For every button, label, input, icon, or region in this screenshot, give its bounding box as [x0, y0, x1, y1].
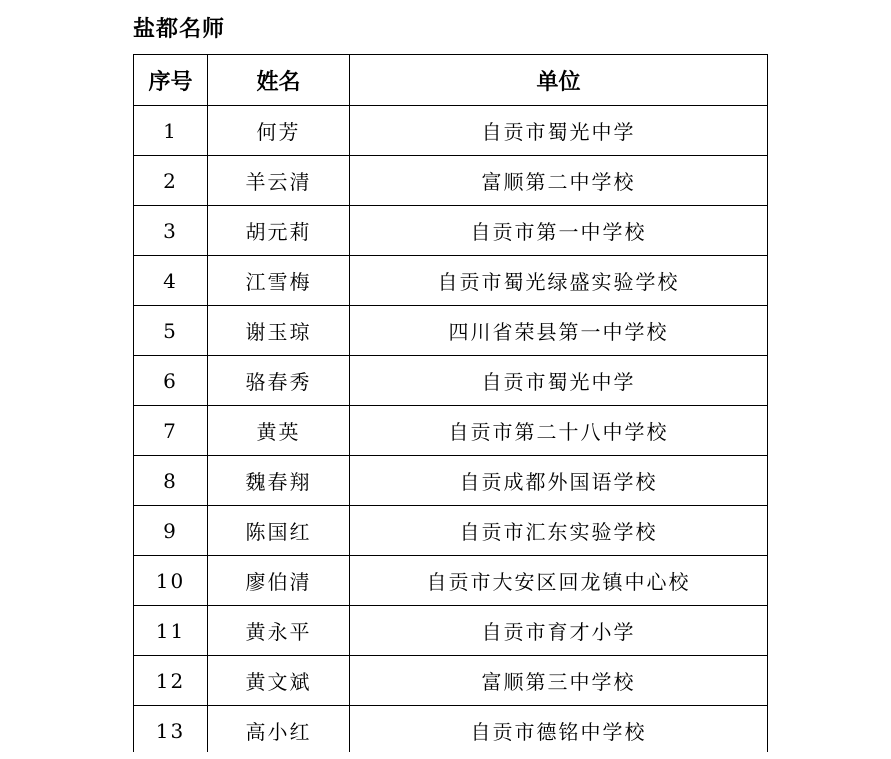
- cell-name: 谢玉琼: [208, 306, 350, 356]
- cell-serial-number: 2: [134, 156, 208, 206]
- table-row: [134, 256, 768, 306]
- cell-serial-number: 13: [134, 706, 208, 756]
- cell-serial-number: 8: [134, 456, 208, 506]
- cell-unit: 四川省荣县第一中学校: [350, 306, 768, 356]
- cell-unit: 自贡市第一中学校: [350, 206, 768, 256]
- cell-unit: 富顺第二中学校: [350, 156, 768, 206]
- table-row: [134, 706, 768, 756]
- cell-serial-number: 10: [134, 556, 208, 606]
- cell-serial-number: 11: [134, 606, 208, 656]
- cell-name: 何芳: [208, 106, 350, 156]
- cell-unit: 自贡市大安区回龙镇中心校: [350, 556, 768, 606]
- cell-serial-number: 3: [134, 206, 208, 256]
- table-row: [134, 456, 768, 506]
- cell-name: 高小红: [208, 706, 350, 756]
- cell-serial-number: 6: [134, 356, 208, 406]
- page-title: 盐都名师: [133, 16, 226, 42]
- cell-name: 黄英: [208, 406, 350, 456]
- cell-unit: 自贡市德铭中学校: [350, 706, 768, 756]
- header-unit: 单位: [350, 55, 768, 106]
- cell-serial-number: 1: [134, 106, 208, 156]
- table-row: [134, 656, 768, 706]
- table-row: [134, 106, 768, 156]
- cell-unit: 自贡市蜀光中学: [350, 356, 768, 406]
- table-row: [134, 306, 768, 356]
- table-row: [134, 356, 768, 406]
- cell-unit: 自贡成都外国语学校: [350, 456, 768, 506]
- cell-name: 陈国红: [208, 506, 350, 556]
- cell-unit: 自贡市育才小学: [350, 606, 768, 656]
- cell-unit: 自贡市蜀光中学: [350, 106, 768, 156]
- cell-name: 黄文斌: [208, 656, 350, 706]
- cell-unit: 自贡市蜀光绿盛实验学校: [350, 256, 768, 306]
- cell-name: 骆春秀: [208, 356, 350, 406]
- header-name: 姓名: [208, 55, 350, 106]
- cell-name: 江雪梅: [208, 256, 350, 306]
- page-bottom-edge: [133, 752, 770, 759]
- table-row: [134, 556, 768, 606]
- cell-serial-number: 9: [134, 506, 208, 556]
- cell-unit: 自贡市汇东实验学校: [350, 506, 768, 556]
- cell-name: 羊云清: [208, 156, 350, 206]
- cell-serial-number: 5: [134, 306, 208, 356]
- cell-name: 黄永平: [208, 606, 350, 656]
- cell-name: 胡元莉: [208, 206, 350, 256]
- cell-serial-number: 12: [134, 656, 208, 706]
- cell-unit: 自贡市第二十八中学校: [350, 406, 768, 456]
- table-header-row: [134, 55, 768, 106]
- table-row: [134, 406, 768, 456]
- table-row: [134, 156, 768, 206]
- cell-unit: 富顺第三中学校: [350, 656, 768, 706]
- table-body: [134, 106, 768, 756]
- teacher-table: [133, 54, 768, 756]
- cell-serial-number: 4: [134, 256, 208, 306]
- table-row: [134, 506, 768, 556]
- cell-name: 魏春翔: [208, 456, 350, 506]
- table-row: [134, 606, 768, 656]
- header-serial-number: 序号: [134, 55, 208, 106]
- cell-serial-number: 7: [134, 406, 208, 456]
- table-row: [134, 206, 768, 256]
- cell-name: 廖伯清: [208, 556, 350, 606]
